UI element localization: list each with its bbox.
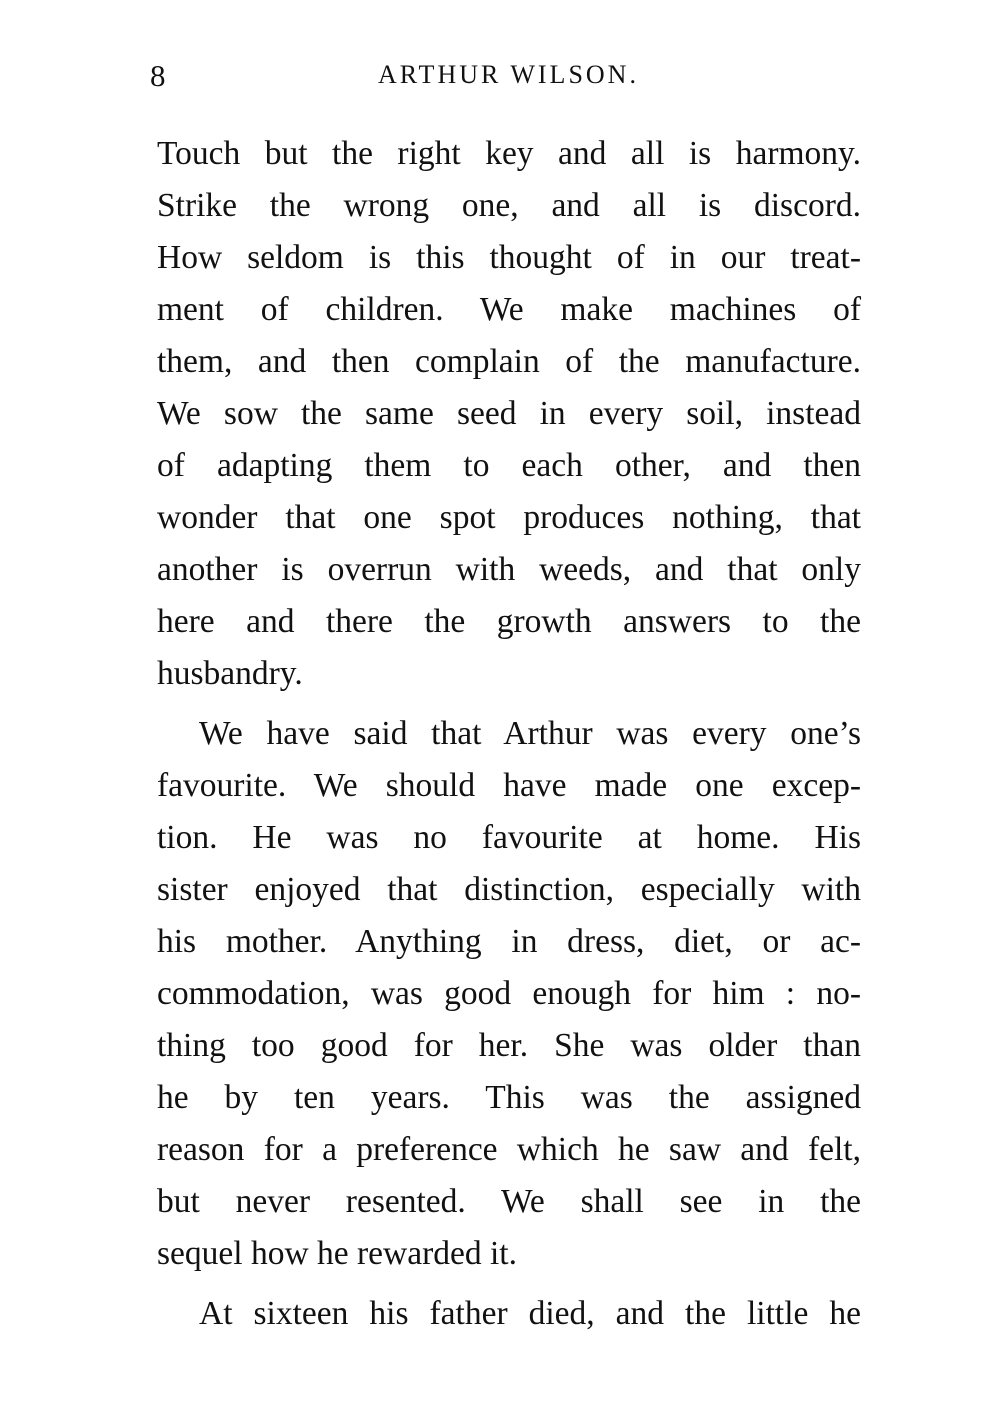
- text-line: At sixteen his father died, and the little he: [199, 1295, 861, 1332]
- text-line: another is overrun with weeds, and that only: [157, 551, 861, 588]
- text-line: wonder that one spot produces nothing, that: [157, 499, 861, 536]
- text-line: ment of children. We make machines of: [157, 291, 861, 328]
- text-line: We sow the same seed in every soil, instead: [157, 395, 861, 432]
- body-text: [157, 128, 861, 1340]
- text-line: he by ten years. This was the assigned: [157, 1079, 861, 1116]
- text-line: sequel how he rewarded it.: [157, 1235, 517, 1272]
- text-line: tion. He was no favourite at home. His: [157, 819, 861, 856]
- page-number: 8: [150, 58, 166, 93]
- text-line: them, and then complain of the manufacture.: [157, 343, 861, 380]
- paragraph-2: [157, 708, 861, 1280]
- text-line: We have said that Arthur was every one’s: [199, 715, 861, 752]
- text-line: his mother. Anything in dress, diet, or ac-: [157, 923, 861, 960]
- paragraph-1: [157, 128, 861, 700]
- text-line: sister enjoyed that distinction, especially with: [157, 871, 861, 908]
- text-line: of adapting them to each other, and then: [157, 447, 861, 484]
- text-line: commodation, was good enough for him : no-: [157, 975, 861, 1012]
- text-line: but never resented. We shall see in the: [157, 1183, 861, 1220]
- text-line: reason for a preference which he saw and felt,: [157, 1131, 861, 1168]
- text-line: thing too good for her. She was older than: [157, 1027, 861, 1064]
- running-title: ARTHUR WILSON.: [378, 60, 639, 89]
- text-line: How seldom is this thought of in our treat-: [157, 239, 861, 276]
- text-line: Strike the wrong one, and all is discord.: [157, 187, 861, 224]
- text-line: Touch but the right key and all is harmony.: [157, 135, 861, 172]
- paragraph-3: [157, 1288, 861, 1340]
- text-line: here and there the growth answers to the: [157, 603, 861, 640]
- text-line: husbandry.: [157, 655, 303, 692]
- page-header: [150, 58, 870, 98]
- text-line: favourite. We should have made one excep-: [157, 767, 861, 804]
